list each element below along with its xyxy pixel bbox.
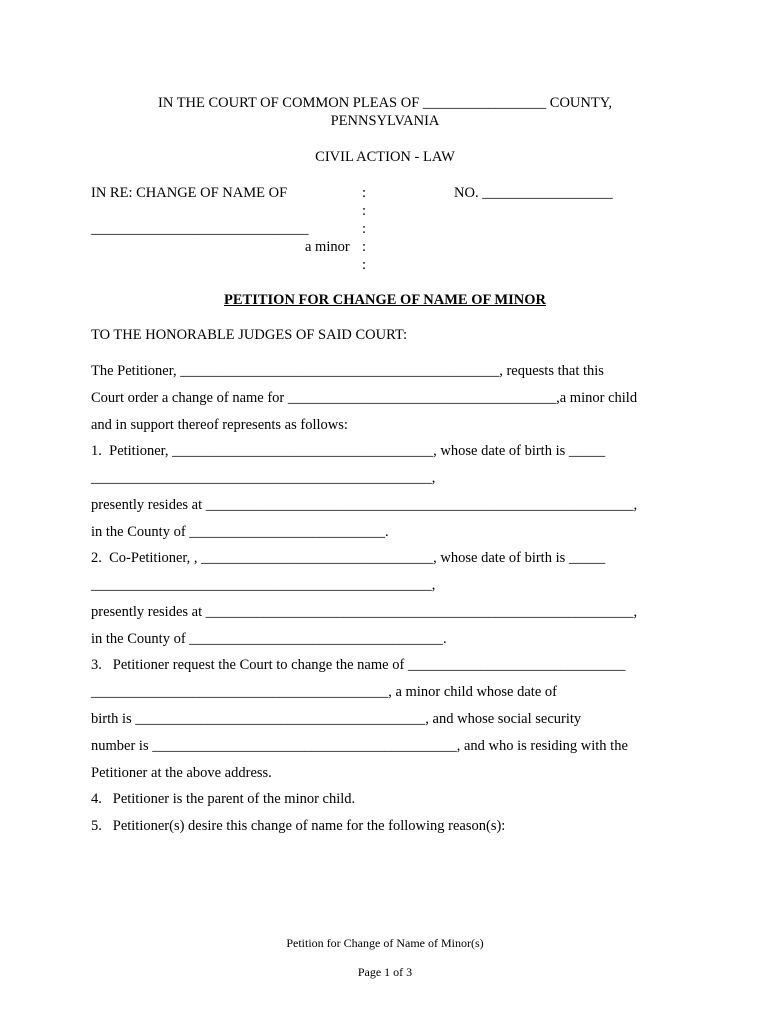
caption-colon: : — [362, 239, 367, 255]
caption-colon: : — [362, 257, 367, 273]
body-line: The Petitioner, ____________________________________________, requests that this — [91, 363, 604, 379]
salutation: TO THE HONORABLE JUDGES OF SAID COURT: — [91, 327, 408, 343]
in-re-label: IN RE: CHANGE OF NAME OF — [91, 185, 288, 201]
body-line: _________________________________________, a minor child whose date of — [91, 684, 557, 700]
state-heading: PENNSYLVANIA — [330, 113, 440, 129]
body-line: presently resides at ___________________________________________________________, — [91, 497, 638, 513]
body-line: _______________________________________________, — [91, 470, 436, 486]
body-line: birth is ________________________________________, and whose social security — [91, 711, 582, 727]
caption-colon: : — [362, 185, 367, 201]
body-line: 1. Petitioner, ____________________________________, whose date of birth is _____ — [91, 443, 606, 459]
body-line: presently resides at ___________________________________________________________, — [91, 604, 638, 620]
petition-title: PETITION FOR CHANGE OF NAME OF MINOR — [224, 292, 546, 308]
minor-name-blank: ______________________________ — [91, 221, 309, 237]
caption-colon: : — [362, 221, 367, 237]
body-line: in the County of ___________________________________. — [91, 631, 447, 647]
body-line: Petitioner at the above address. — [91, 765, 272, 781]
body-line: number is __________________________________________, and who is residing with the — [91, 738, 628, 754]
body-line: in the County of ___________________________. — [91, 524, 389, 540]
action-heading: CIVIL ACTION - LAW — [315, 149, 455, 165]
body-line: 3. Petitioner request the Court to change the name of ______________________________ — [91, 657, 626, 673]
a-minor-label: a minor — [305, 239, 350, 255]
case-number-label: NO. __________________ — [454, 185, 613, 201]
body-line: 5. Petitioner(s) desire this change of name for the following reason(s): — [91, 818, 506, 834]
body-line: and in support thereof represents as follows: — [91, 417, 348, 433]
body-line: Court order a change of name for _____________________________________,a minor child — [91, 390, 638, 406]
body-line: _______________________________________________, — [91, 577, 436, 593]
caption-colon: : — [362, 203, 367, 219]
footer-title: Petition for Change of Name of Minor(s) — [286, 936, 484, 950]
body-line: 4. Petitioner is the parent of the minor child. — [91, 791, 356, 807]
page-number: Page 1 of 3 — [357, 965, 413, 979]
body-line: 2. Co-Petitioner, , ________________________________, whose date of birth is _____ — [91, 550, 606, 566]
court-heading: IN THE COURT OF COMMON PLEAS OF _________________ COUNTY, — [158, 95, 612, 111]
